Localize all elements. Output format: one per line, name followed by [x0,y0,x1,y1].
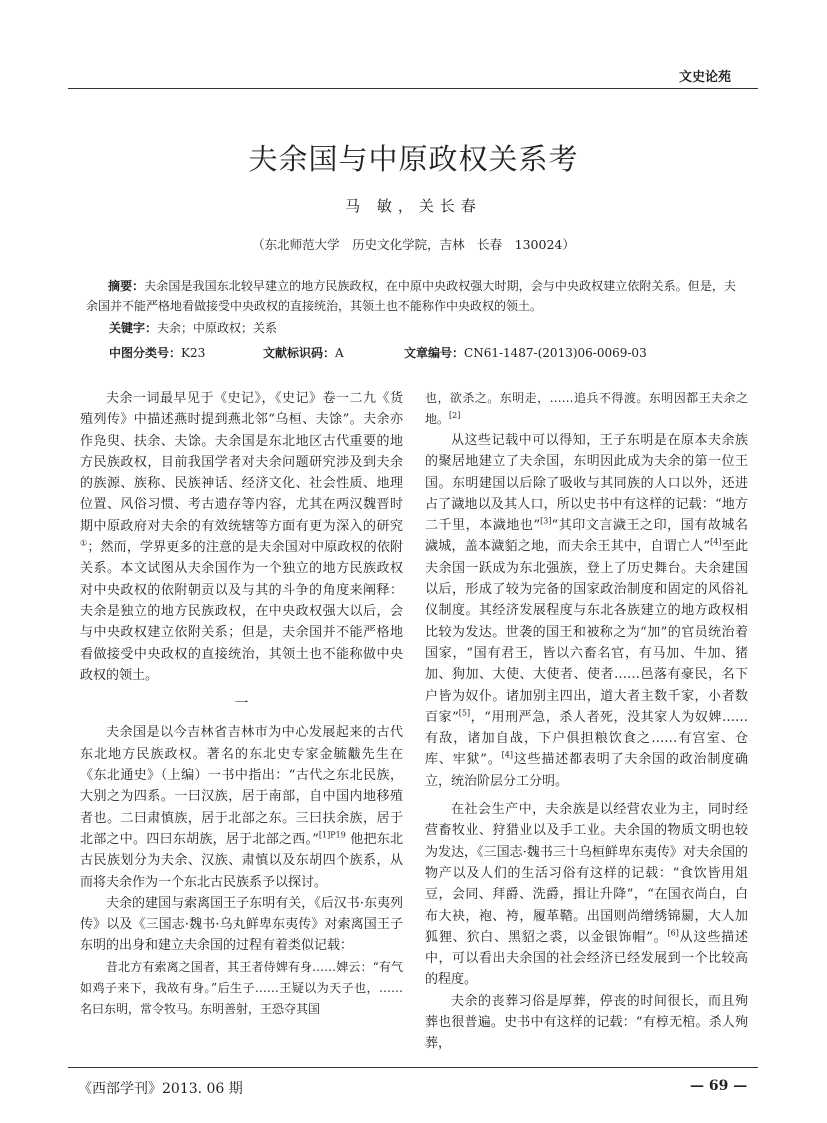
article-title: 夫余国与中原政权关系考 [248,142,579,176]
keywords [109,319,277,336]
art-label: 文章编号： [404,346,465,360]
citation-ref: [4] [710,538,722,548]
footnote-ref: ① [80,538,88,548]
citation-ref: [3] [540,516,552,526]
abstract [86,276,736,316]
section-mark: 一 [234,696,249,713]
block-quote: 昔北方有索离之国者，其王者侍婢有身……婢云：“有气如鸡子来下，我故有身。”后生子……王疑以为天子也，……名曰东明，常令牧马。东明善射，王恐夺其国 [80,959,403,1016]
paragraph: 从这些记载中可以得知，王子东明是在原本夫余族的聚居地建立了夫余国，东明因此成为夫余的第一位王国。东明建国以后除了吸收与其同族的人口以外，还进占了濊地以及其人口，所以史书中有这样的记载：“地方二千里，本濊地也”[3]“其印文言濊王之印，国有故城名濊城，盖本濊貊之地，而夫余王其中，自谓亡人”[4]至此夫余国一跃成为东北强族，登上了历史舞台。夫余建国以后，形成了较为完备的国家政治制度和固定的风俗礼仪制度。其经济发展程度与东北各族建立的地方政权相比较为发达。世袭的国王和被称之为“加”的官员统治着国家，“国有君王，皆以六畜名官，有马加、牛加、猪加、狗加、大使、大使者、使者……邑落有豪民，名下户皆为奴仆。诸加别主四出，道大者主数千家，小者数百家”[5]，“用刑严急，杀人者死，没其家人为奴婢……有敌，诸加自战，下户俱担粮饮食之……有宫室、仓库、牢狱”。[4]这些描述都表明了夫余国的政治制度确立，统治阶层分工分明。 [425,433,748,789]
block-quote-continued: 也，欲杀之。东明走，……追兵不得渡。东明因都王夫余之地。[2] [425,391,748,426]
affiliation: （东北师范大学 历史文化学院，吉林 长春 130024） [252,237,575,252]
journal-info: 《西部学刊》2013. 06 期 [78,1081,243,1097]
art-value: CN61-1487-(2013)06-0069-03 [464,346,647,360]
clc-value: K23 [181,346,206,360]
right-column [425,388,748,1055]
citation-ref: [1]P19 [318,830,346,840]
citation-ref: [6] [667,928,679,938]
document-code [263,344,344,361]
citation-ref: [5] [458,708,471,718]
abstract-text: 夫余国是我国东北较早建立的地方民族政权，在中原中央政权强大时期，会与中央政权建立依附关系。但是，夫余国并不能严格地看做接受中央政权的直接统治，其领土也不能称作中央政权的领土。 [86,279,736,313]
section-tag: 文史论苑 [679,70,732,85]
doc-label: 文献标识码： [263,346,336,360]
paragraph: 夫余一词最早见于《史记》，《史记》卷一二九《货殖列传》中描述燕时提到燕北邻“乌桓、夫馀”。夫余亦作凫臾、扶余、夫馀。夫余国是东北地区古代重要的地方民族政权，目前我国学者对夫余问题研究涉及到夫余的族源、族称、民族神话、经济文化、社会性质、地理位置、风俗习惯、考古遗存等内容，尤其在两汉魏晋时期中原政府对夫余的有效统辖等方面有更为深入的研究①；然而，学界更多的注意的是夫余国对中原政权的依附关系。本文试图从夫余国作为一个独立的地方民族政权对中央政权的依附朝贡以及与其的斗争的角度来阐释：夫余是独立的地方民族政权，在中央政权强大以后，会与中央政权建立依附关系；但是，夫余国并不能严格地看做接受中央政权的直接统治，其领土也不能称做中央政权的领土。 [80,391,403,683]
clc-label: 中图分类号： [109,346,182,360]
article-number [404,344,647,361]
paragraph: 夫余的建国与索离国王子东明有关，《后汉书·东夷列传》以及《三国志·魏书·乌丸鲜卑东夷传》对索离国王子东明的出身和建立夫余国的过程有着类似记载： [80,895,403,954]
paragraph: 夫余的丧葬习俗是厚葬，停丧的时间很长，而且殉葬也很普遍。史书中有这样的记载：“有椁无棺。杀人殉葬， [425,993,748,1052]
left-column [80,388,403,1020]
authors: 马 敏，关长春 [345,197,482,215]
keywords-text: 夫余；中原政权；关系 [157,321,278,335]
paragraph: 在社会生产中，夫余族是以经营农业为主，同时经营畜牧业、狩猎业以及手工业。夫余国的物质文明也较为发达，《三国志·魏书三十乌桓鲜卑东夷传》对夫余国的物产以及人们的生活习俗有这样的记载：“食饮皆用俎豆，会同、拜爵、洗爵，揖让升降”，“在国衣尚白，白布大袂，袍、袴，履革鞜。出国则尚缯绣锦罽，大人加狐狸、狖白、黑貂之裘，以金银饰帽”。[6]从这些描述中，可以看出夫余国的社会经济已经发展到一个比较高的程度。 [425,802,748,988]
citation-ref: [4] [501,751,513,761]
clc-number [109,344,205,361]
keywords-label: 关键字： [109,321,158,335]
doc-value: A [335,346,344,360]
header-rule [68,88,758,89]
citation-ref: [2] [449,411,461,420]
footer-rule [68,1067,758,1068]
abstract-label: 摘要： [108,279,145,293]
page-number: — 69 — [690,1078,748,1094]
paragraph: 夫余国是以今吉林省吉林市为中心发展起来的古代东北地方民族政权。著名的东北史专家金毓黻先生在《东北通史》（上编）一书中指出：“古代之东北民族，大别之为四系。一曰汉族，居于南部，自中国内地移殖者也。二曰肃慎族，居于北部之东。三曰扶余族，居于北部之中。四曰东胡族，居于北部之西。”$^{[1]P19}$ 他把东北古民族划分为夫余、汉族、肃慎以及东胡四个族系，从而将夫余作为一个东北古民族系予以探讨。 [80,725,403,890]
